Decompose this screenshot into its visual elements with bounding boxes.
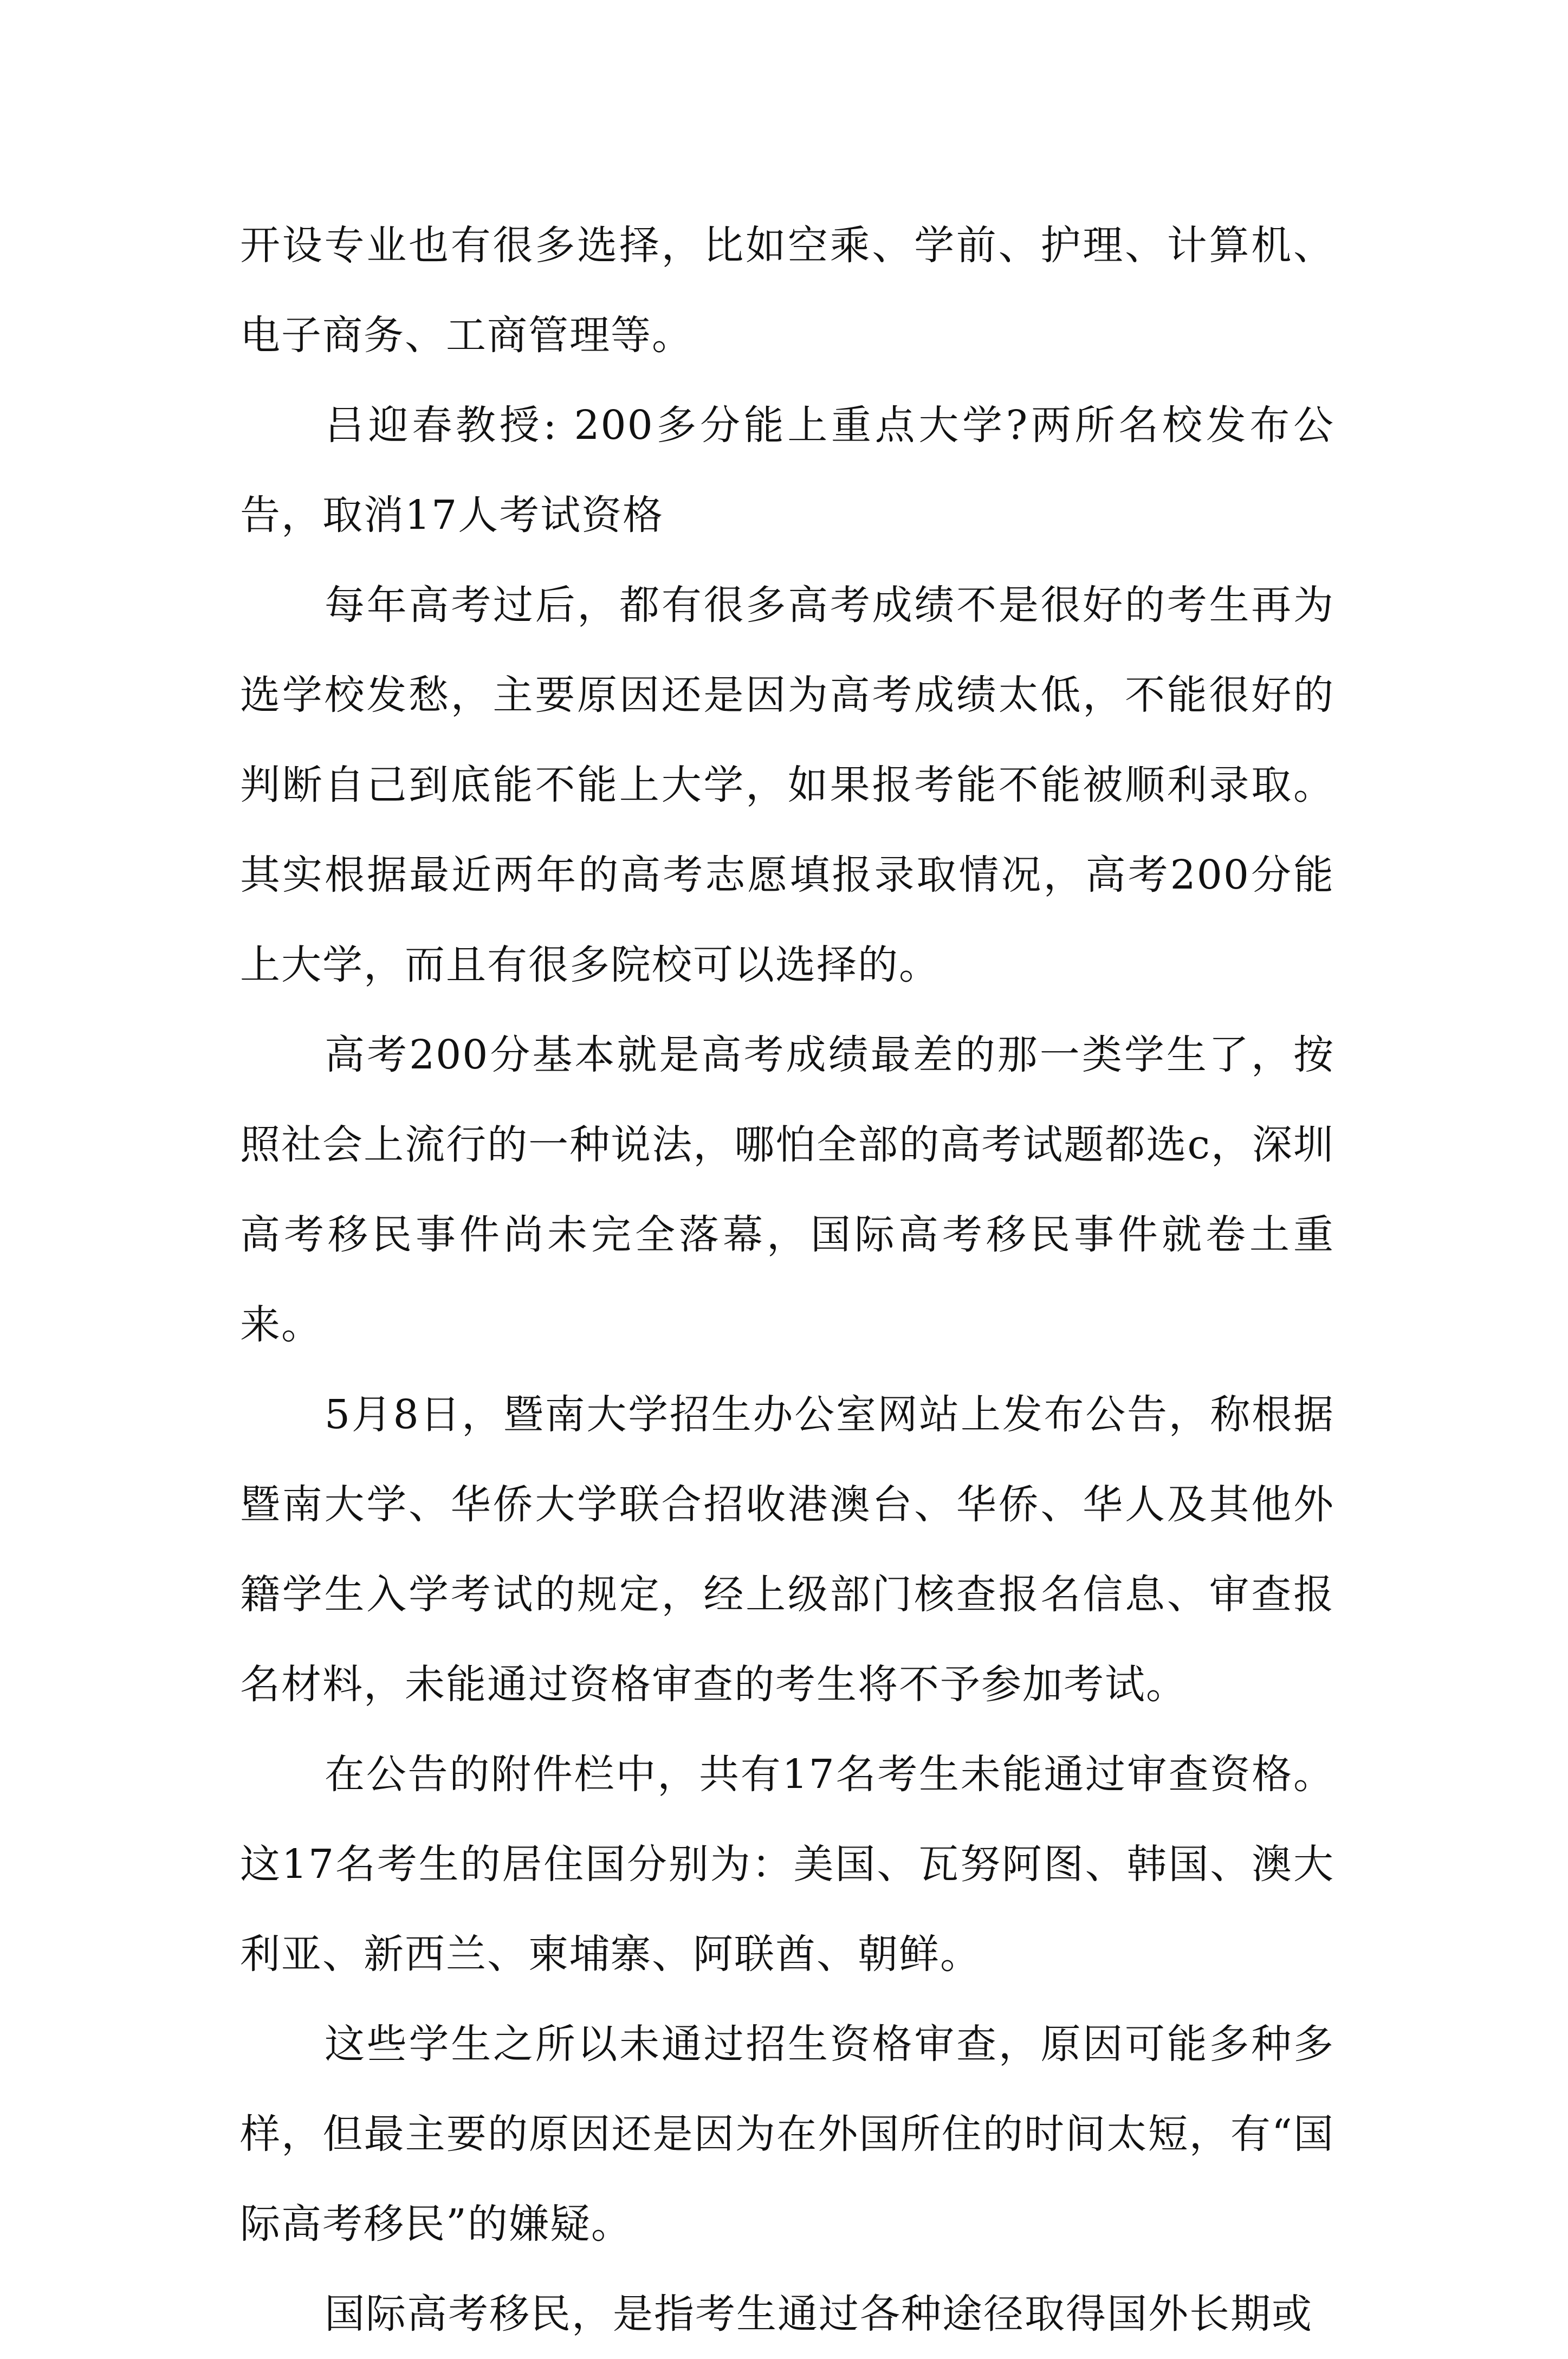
paragraph: 每年高考过后，都有很多高考成绩不是很好的考生再为选学校发愁，主要原因还是因为高考成绩太低，不能很好的判断自己到底能不能上大学，如果报考能不能被顺利录取。其实根据最近两年的高考志愿填报录取情况，高考200分能上大学，而且有很多院校可以选择的。 — [240, 582, 1334, 988]
paragraph: 这些学生之所以未通过招生资格审查，原因可能多种多样，但最主要的原因还是因为在外国所住的时间太短，有“国际高考移民”的嫌疑。 — [240, 2021, 1334, 2247]
paragraph-continuation: 开设专业也有很多选择，比如空乘、学前、护理、计算机、电子商务、工商管理等。 — [240, 222, 1334, 359]
paragraph: 高考200分基本就是高考成绩最差的那一类学生了，按照社会上流行的一种说法，哪怕全部的高考试题都选c，深圳高考移民事件尚未完全落幕，国际高考移民事件就卷土重来。 — [240, 1032, 1334, 1348]
document-body — [240, 200, 1334, 2359]
paragraph: 国际高考移民，是指考生通过各种途径取得国外长期或 — [325, 2291, 1313, 2337]
paragraph: 5月8日，暨南大学招生办公室网站上发布公告，称根据暨南大学、华侨大学联合招收港澳台、华侨、华人及其他外籍学生入学考试的规定，经上级部门核查报名信息、审查报名材料，未能通过资格审查的考生将不予参加考试。 — [240, 1391, 1334, 1708]
paragraph: 在公告的附件栏中，共有17名考生未能通过审查资格。这17名考生的居住国分别为：美国、瓦努阿图、韩国、澳大利亚、新西兰、柬埔寨、阿联酋、朝鲜。 — [240, 1751, 1334, 1978]
paragraph-headline: 吕迎春教授: 200多分能上重点大学?两所名校发布公告，取消17人考试资格 — [240, 402, 1334, 539]
